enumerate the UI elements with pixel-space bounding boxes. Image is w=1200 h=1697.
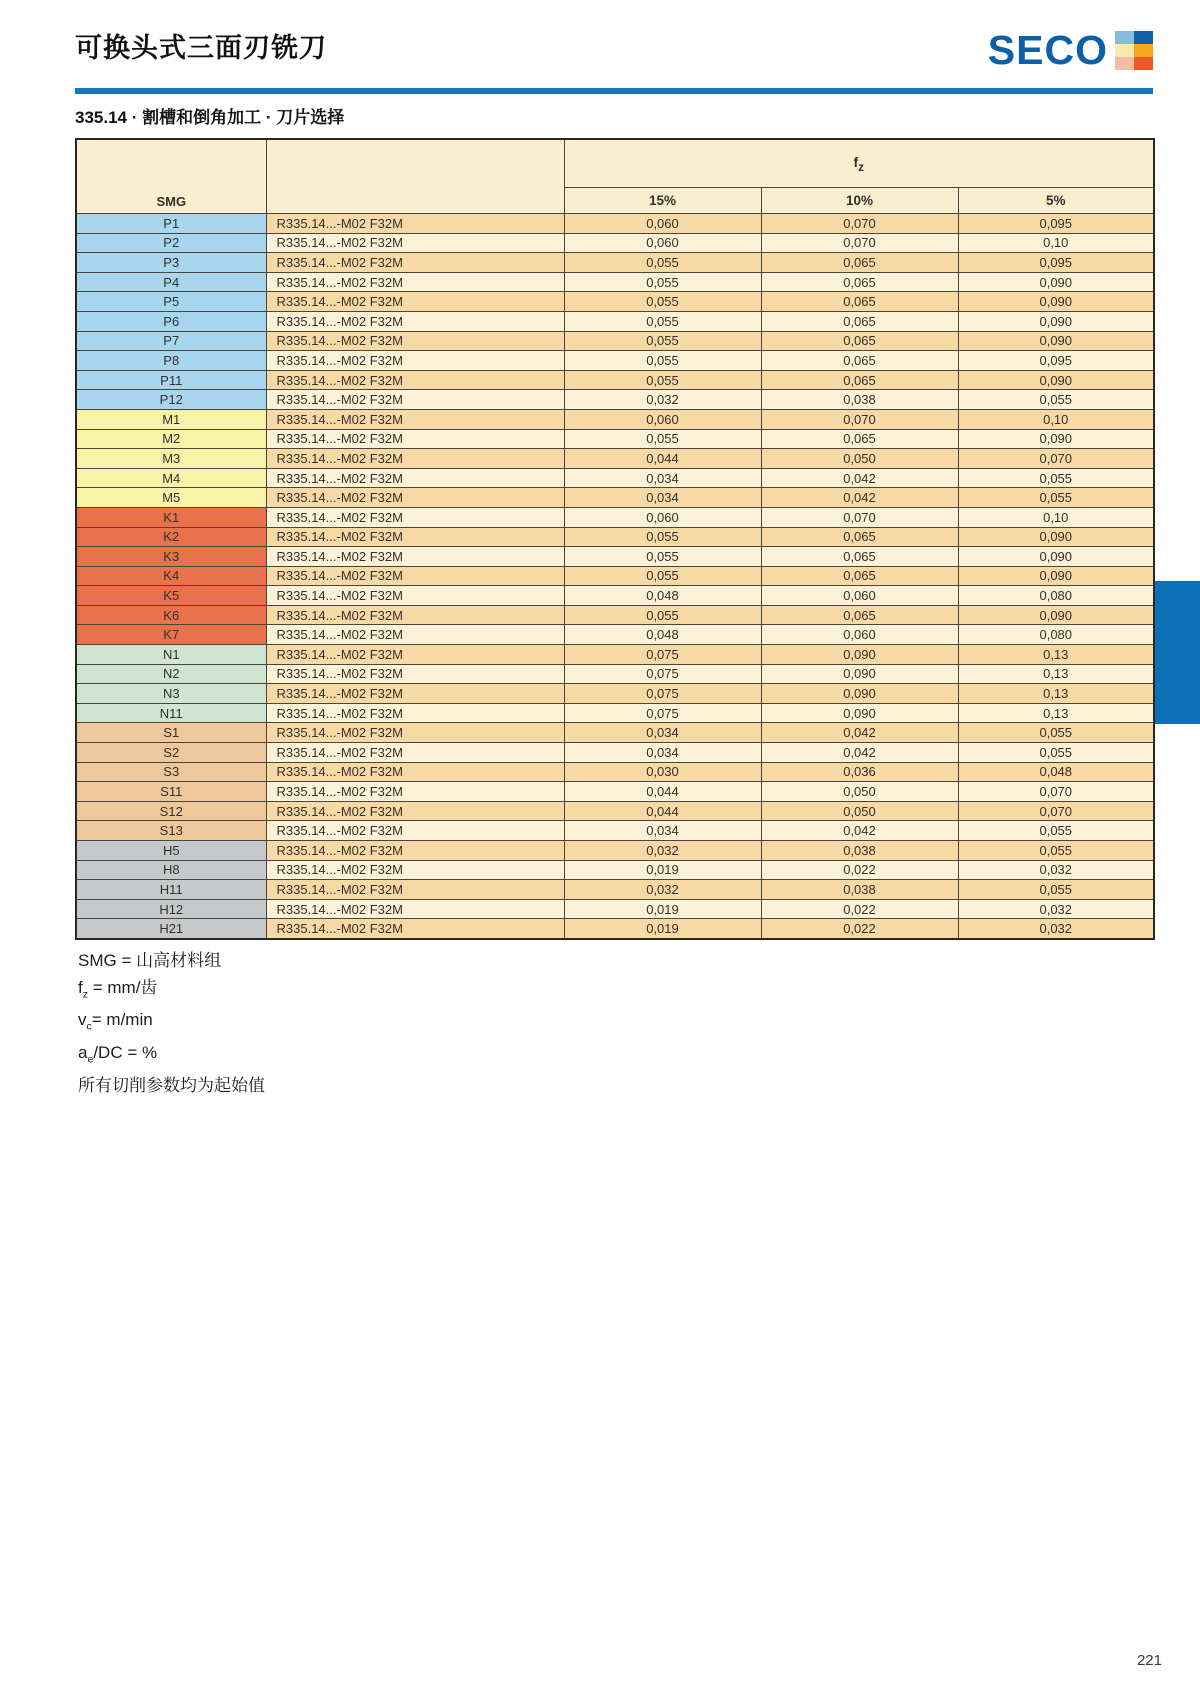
smg-cell: H8 bbox=[76, 860, 266, 880]
fz15-cell: 0,034 bbox=[564, 743, 761, 763]
page-header bbox=[75, 27, 1153, 73]
table-row bbox=[76, 664, 1154, 684]
product-code-cell: R335.14...-M02 F32M bbox=[266, 292, 564, 312]
fz5-cell: 0,090 bbox=[958, 527, 1154, 547]
cutting-data-table bbox=[75, 138, 1155, 940]
smg-cell: M4 bbox=[76, 468, 266, 488]
product-code-cell: R335.14...-M02 F32M bbox=[266, 605, 564, 625]
fz5-cell: 0,055 bbox=[958, 390, 1154, 410]
logo-square bbox=[1115, 57, 1134, 70]
product-code-cell: R335.14...-M02 F32M bbox=[266, 566, 564, 586]
fz5-cell: 0,095 bbox=[958, 253, 1154, 273]
fz15-cell: 0,075 bbox=[564, 703, 761, 723]
product-code-cell: R335.14...-M02 F32M bbox=[266, 743, 564, 763]
fz10-cell: 0,070 bbox=[761, 233, 958, 253]
smg-cell: K2 bbox=[76, 527, 266, 547]
smg-cell: M2 bbox=[76, 429, 266, 449]
fz15-cell: 0,019 bbox=[564, 919, 761, 939]
product-code-cell: R335.14...-M02 F32M bbox=[266, 468, 564, 488]
fz5-cell: 0,080 bbox=[958, 586, 1154, 606]
table-row bbox=[76, 566, 1154, 586]
fz15-cell: 0,019 bbox=[564, 899, 761, 919]
fz5-cell: 0,070 bbox=[958, 449, 1154, 469]
footnote-line: SMG = 山高材料组 bbox=[78, 951, 222, 970]
product-code-cell: R335.14...-M02 F32M bbox=[266, 860, 564, 880]
fz-5pct-header: 5% bbox=[958, 188, 1154, 214]
smg-cell: P1 bbox=[76, 214, 266, 234]
fz15-cell: 0,044 bbox=[564, 782, 761, 802]
smg-cell: K3 bbox=[76, 547, 266, 567]
fz5-cell: 0,090 bbox=[958, 605, 1154, 625]
smg-cell: M3 bbox=[76, 449, 266, 469]
table-row bbox=[76, 390, 1154, 410]
fz10-cell: 0,050 bbox=[761, 449, 958, 469]
fz-group-header: $f_z$ bbox=[564, 139, 1154, 188]
table-row bbox=[76, 468, 1154, 488]
product-code-cell: R335.14...-M02 F32M bbox=[266, 625, 564, 645]
page-number: 221 bbox=[1136, 1652, 1162, 1669]
fz10-cell: 0,065 bbox=[761, 605, 958, 625]
section-heading: 335.14 · 割槽和倒角加工 · 刀片选择 bbox=[75, 108, 345, 127]
fz5-cell: 0,13 bbox=[958, 703, 1154, 723]
smg-cell: S11 bbox=[76, 782, 266, 802]
table-row bbox=[76, 527, 1154, 547]
fz5-cell: 0,090 bbox=[958, 331, 1154, 351]
fz5-cell: 0,080 bbox=[958, 625, 1154, 645]
fz5-cell: 0,090 bbox=[958, 292, 1154, 312]
fz5-cell: 0,070 bbox=[958, 801, 1154, 821]
fz15-cell: 0,060 bbox=[564, 409, 761, 429]
smg-cell: S13 bbox=[76, 821, 266, 841]
smg-cell: P4 bbox=[76, 272, 266, 292]
fz15-cell: 0,075 bbox=[564, 664, 761, 684]
fz-10pct-header: 10% bbox=[761, 188, 958, 214]
smg-cell: H12 bbox=[76, 899, 266, 919]
smg-cell: S2 bbox=[76, 743, 266, 763]
table-row bbox=[76, 801, 1154, 821]
product-code-cell: R335.14...-M02 F32M bbox=[266, 801, 564, 821]
table-row bbox=[76, 547, 1154, 567]
logo-square bbox=[1134, 44, 1153, 57]
smg-cell: P12 bbox=[76, 390, 266, 410]
fz10-cell: 0,042 bbox=[761, 488, 958, 508]
fz10-cell: 0,065 bbox=[761, 547, 958, 567]
fz5-cell: 0,055 bbox=[958, 468, 1154, 488]
table-row bbox=[76, 409, 1154, 429]
seco-logo-mark-icon bbox=[1115, 31, 1153, 70]
product-code-cell: R335.14...-M02 F32M bbox=[266, 429, 564, 449]
fz15-cell: 0,055 bbox=[564, 351, 761, 371]
fz10-cell: 0,022 bbox=[761, 899, 958, 919]
fz15-cell: 0,055 bbox=[564, 272, 761, 292]
smg-cell: P5 bbox=[76, 292, 266, 312]
fz5-cell: 0,032 bbox=[958, 860, 1154, 880]
product-code-cell: R335.14...-M02 F32M bbox=[266, 841, 564, 861]
logo-square bbox=[1134, 57, 1153, 70]
smg-cell: P8 bbox=[76, 351, 266, 371]
table-row bbox=[76, 233, 1154, 253]
fz10-cell: 0,050 bbox=[761, 801, 958, 821]
fz15-cell: 0,034 bbox=[564, 723, 761, 743]
smg-cell: S3 bbox=[76, 762, 266, 782]
fz15-cell: 0,044 bbox=[564, 449, 761, 469]
smg-cell: K1 bbox=[76, 507, 266, 527]
product-code-cell: R335.14...-M02 F32M bbox=[266, 880, 564, 900]
product-code-cell: R335.14...-M02 F32M bbox=[266, 547, 564, 567]
product-code-cell: R335.14...-M02 F32M bbox=[266, 899, 564, 919]
header-divider bbox=[75, 88, 1153, 94]
smg-cell: P6 bbox=[76, 311, 266, 331]
fz15-cell: 0,060 bbox=[564, 214, 761, 234]
fz10-cell: 0,065 bbox=[761, 311, 958, 331]
product-code-cell: R335.14...-M02 F32M bbox=[266, 821, 564, 841]
table-row bbox=[76, 899, 1154, 919]
fz10-cell: 0,065 bbox=[761, 351, 958, 371]
fz15-cell: 0,032 bbox=[564, 390, 761, 410]
product-code-cell: R335.14...-M02 F32M bbox=[266, 782, 564, 802]
smg-cell: M1 bbox=[76, 409, 266, 429]
table-row bbox=[76, 684, 1154, 704]
table-row bbox=[76, 272, 1154, 292]
fz10-cell: 0,038 bbox=[761, 390, 958, 410]
fz15-cell: 0,055 bbox=[564, 370, 761, 390]
fz5-cell: 0,055 bbox=[958, 821, 1154, 841]
fz10-cell: 0,022 bbox=[761, 919, 958, 939]
product-code-cell: R335.14...-M02 F32M bbox=[266, 351, 564, 371]
fz5-cell: 0,055 bbox=[958, 488, 1154, 508]
table-row bbox=[76, 449, 1154, 469]
fz15-cell: 0,030 bbox=[564, 762, 761, 782]
fz15-cell: 0,075 bbox=[564, 645, 761, 665]
smg-cell: S1 bbox=[76, 723, 266, 743]
fz10-cell: 0,065 bbox=[761, 566, 958, 586]
table-row bbox=[76, 370, 1154, 390]
table-row bbox=[76, 311, 1154, 331]
fz10-cell: 0,042 bbox=[761, 723, 958, 743]
fz10-cell: 0,038 bbox=[761, 880, 958, 900]
fz5-cell: 0,055 bbox=[958, 841, 1154, 861]
fz10-cell: 0,065 bbox=[761, 527, 958, 547]
fz15-cell: 0,048 bbox=[564, 586, 761, 606]
logo-square bbox=[1134, 31, 1153, 44]
fz10-cell: 0,090 bbox=[761, 684, 958, 704]
product-code-cell: R335.14...-M02 F32M bbox=[266, 272, 564, 292]
table-row bbox=[76, 331, 1154, 351]
cutting-data-table-wrap bbox=[75, 138, 1153, 940]
fz5-cell: 0,10 bbox=[958, 507, 1154, 527]
table-row bbox=[76, 743, 1154, 763]
fz10-cell: 0,065 bbox=[761, 429, 958, 449]
footnote-line: 所有切削参数均为起始值 bbox=[78, 1076, 265, 1096]
product-code-cell: R335.14...-M02 F32M bbox=[266, 507, 564, 527]
fz15-cell: 0,055 bbox=[564, 605, 761, 625]
footnote-line: $f_z = mm/$齿 bbox=[78, 977, 158, 1000]
fz-15pct-header: 15% bbox=[564, 188, 761, 214]
smg-cell: P11 bbox=[76, 370, 266, 390]
table-row bbox=[76, 605, 1154, 625]
table-row bbox=[76, 762, 1154, 782]
fz15-cell: 0,034 bbox=[564, 821, 761, 841]
fz10-cell: 0,038 bbox=[761, 841, 958, 861]
product-code-cell: R335.14...-M02 F32M bbox=[266, 409, 564, 429]
table-row bbox=[76, 880, 1154, 900]
smg-cell: N2 bbox=[76, 664, 266, 684]
fz15-cell: 0,032 bbox=[564, 841, 761, 861]
seco-logo bbox=[987, 27, 1153, 73]
fz5-cell: 0,070 bbox=[958, 782, 1154, 802]
fz15-cell: 0,048 bbox=[564, 625, 761, 645]
fz10-cell: 0,042 bbox=[761, 743, 958, 763]
table-row bbox=[76, 821, 1154, 841]
smg-cell: K6 bbox=[76, 605, 266, 625]
fz5-cell: 0,095 bbox=[958, 214, 1154, 234]
table-row bbox=[76, 703, 1154, 723]
fz15-cell: 0,055 bbox=[564, 566, 761, 586]
seco-logo-text: SECO bbox=[987, 27, 1108, 73]
fz5-cell: 0,090 bbox=[958, 370, 1154, 390]
fz10-cell: 0,042 bbox=[761, 821, 958, 841]
fz15-cell: 0,055 bbox=[564, 331, 761, 351]
product-code-cell: R335.14...-M02 F32M bbox=[266, 723, 564, 743]
table-row bbox=[76, 860, 1154, 880]
smg-cell: H5 bbox=[76, 841, 266, 861]
fz5-cell: 0,055 bbox=[958, 723, 1154, 743]
footnote-line: $a_e/DC$ = % bbox=[78, 1043, 158, 1066]
chapter-side-tab bbox=[1155, 581, 1200, 724]
fz10-cell: 0,042 bbox=[761, 468, 958, 488]
table-row bbox=[76, 488, 1154, 508]
product-code-cell: R335.14...-M02 F32M bbox=[266, 488, 564, 508]
fz10-cell: 0,090 bbox=[761, 645, 958, 665]
fz15-cell: 0,055 bbox=[564, 547, 761, 567]
table-row bbox=[76, 645, 1154, 665]
table-row bbox=[76, 625, 1154, 645]
fz10-cell: 0,050 bbox=[761, 782, 958, 802]
fz5-cell: 0,090 bbox=[958, 429, 1154, 449]
smg-cell: K5 bbox=[76, 586, 266, 606]
fz15-cell: 0,055 bbox=[564, 311, 761, 331]
smg-cell: P7 bbox=[76, 331, 266, 351]
product-code-cell: R335.14...-M02 F32M bbox=[266, 586, 564, 606]
fz5-cell: 0,090 bbox=[958, 547, 1154, 567]
table-row bbox=[76, 507, 1154, 527]
fz10-cell: 0,070 bbox=[761, 214, 958, 234]
fz5-cell: 0,032 bbox=[958, 899, 1154, 919]
fz10-cell: 0,065 bbox=[761, 272, 958, 292]
fz5-cell: 0,10 bbox=[958, 233, 1154, 253]
smg-cell: M5 bbox=[76, 488, 266, 508]
product-code-cell: R335.14...-M02 F32M bbox=[266, 664, 564, 684]
fz5-cell: 0,095 bbox=[958, 351, 1154, 371]
table-row bbox=[76, 429, 1154, 449]
fz10-cell: 0,090 bbox=[761, 664, 958, 684]
smg-cell: N11 bbox=[76, 703, 266, 723]
fz5-cell: 0,13 bbox=[958, 664, 1154, 684]
fz15-cell: 0,055 bbox=[564, 253, 761, 273]
smg-cell: K7 bbox=[76, 625, 266, 645]
fz5-cell: 0,13 bbox=[958, 684, 1154, 704]
fz10-cell: 0,060 bbox=[761, 586, 958, 606]
table-row bbox=[76, 292, 1154, 312]
fz10-cell: 0,090 bbox=[761, 703, 958, 723]
fz10-cell: 0,065 bbox=[761, 331, 958, 351]
table-row bbox=[76, 919, 1154, 939]
smg-cell: N3 bbox=[76, 684, 266, 704]
product-code-column-header bbox=[266, 139, 564, 214]
fz15-cell: 0,032 bbox=[564, 880, 761, 900]
table-row bbox=[76, 782, 1154, 802]
fz15-cell: 0,055 bbox=[564, 429, 761, 449]
product-code-cell: R335.14...-M02 F32M bbox=[266, 645, 564, 665]
fz5-cell: 0,055 bbox=[958, 880, 1154, 900]
table-body bbox=[76, 214, 1154, 939]
fz5-cell: 0,032 bbox=[958, 919, 1154, 939]
fz15-cell: 0,034 bbox=[564, 468, 761, 488]
footnotes bbox=[78, 948, 265, 1100]
smg-cell: H11 bbox=[76, 880, 266, 900]
fz15-cell: 0,055 bbox=[564, 527, 761, 547]
table-row bbox=[76, 841, 1154, 861]
table-row bbox=[76, 214, 1154, 234]
product-code-cell: R335.14...-M02 F32M bbox=[266, 703, 564, 723]
smg-cell: N1 bbox=[76, 645, 266, 665]
fz10-cell: 0,070 bbox=[761, 507, 958, 527]
product-code-cell: R335.14...-M02 F32M bbox=[266, 527, 564, 547]
fz5-cell: 0,13 bbox=[958, 645, 1154, 665]
smg-column-header: SMG bbox=[76, 139, 266, 214]
table-row bbox=[76, 351, 1154, 371]
page-title: 可换头式三面刃铣刀 bbox=[75, 33, 327, 63]
fz10-cell: 0,022 bbox=[761, 860, 958, 880]
fz10-cell: 0,060 bbox=[761, 625, 958, 645]
product-code-cell: R335.14...-M02 F32M bbox=[266, 331, 564, 351]
logo-square bbox=[1115, 31, 1134, 44]
fz15-cell: 0,019 bbox=[564, 860, 761, 880]
table-header bbox=[76, 139, 1154, 214]
fz10-cell: 0,065 bbox=[761, 253, 958, 273]
product-code-cell: R335.14...-M02 F32M bbox=[266, 762, 564, 782]
table-row bbox=[76, 586, 1154, 606]
fz15-cell: 0,075 bbox=[564, 684, 761, 704]
table-row bbox=[76, 253, 1154, 273]
fz5-cell: 0,090 bbox=[958, 311, 1154, 331]
product-code-cell: R335.14...-M02 F32M bbox=[266, 449, 564, 469]
product-code-cell: R335.14...-M02 F32M bbox=[266, 233, 564, 253]
product-code-cell: R335.14...-M02 F32M bbox=[266, 390, 564, 410]
smg-cell: K4 bbox=[76, 566, 266, 586]
smg-cell: S12 bbox=[76, 801, 266, 821]
logo-square bbox=[1115, 44, 1134, 57]
fz5-cell: 0,090 bbox=[958, 566, 1154, 586]
smg-cell: P3 bbox=[76, 253, 266, 273]
product-code-cell: R335.14...-M02 F32M bbox=[266, 253, 564, 273]
fz5-cell: 0,10 bbox=[958, 409, 1154, 429]
product-code-cell: R335.14...-M02 F32M bbox=[266, 370, 564, 390]
fz15-cell: 0,060 bbox=[564, 507, 761, 527]
footnote-line: $v_c= m/\min$ bbox=[78, 1010, 153, 1033]
fz10-cell: 0,065 bbox=[761, 292, 958, 312]
fz15-cell: 0,060 bbox=[564, 233, 761, 253]
smg-cell: P2 bbox=[76, 233, 266, 253]
fz5-cell: 0,090 bbox=[958, 272, 1154, 292]
table-row bbox=[76, 723, 1154, 743]
fz10-cell: 0,036 bbox=[761, 762, 958, 782]
product-code-cell: R335.14...-M02 F32M bbox=[266, 919, 564, 939]
fz5-cell: 0,048 bbox=[958, 762, 1154, 782]
fz15-cell: 0,055 bbox=[564, 292, 761, 312]
fz15-cell: 0,034 bbox=[564, 488, 761, 508]
fz10-cell: 0,070 bbox=[761, 409, 958, 429]
product-code-cell: R335.14...-M02 F32M bbox=[266, 311, 564, 331]
fz5-cell: 0,055 bbox=[958, 743, 1154, 763]
product-code-cell: R335.14...-M02 F32M bbox=[266, 214, 564, 234]
fz10-cell: 0,065 bbox=[761, 370, 958, 390]
fz15-cell: 0,044 bbox=[564, 801, 761, 821]
product-code-cell: R335.14...-M02 F32M bbox=[266, 684, 564, 704]
smg-cell: H21 bbox=[76, 919, 266, 939]
